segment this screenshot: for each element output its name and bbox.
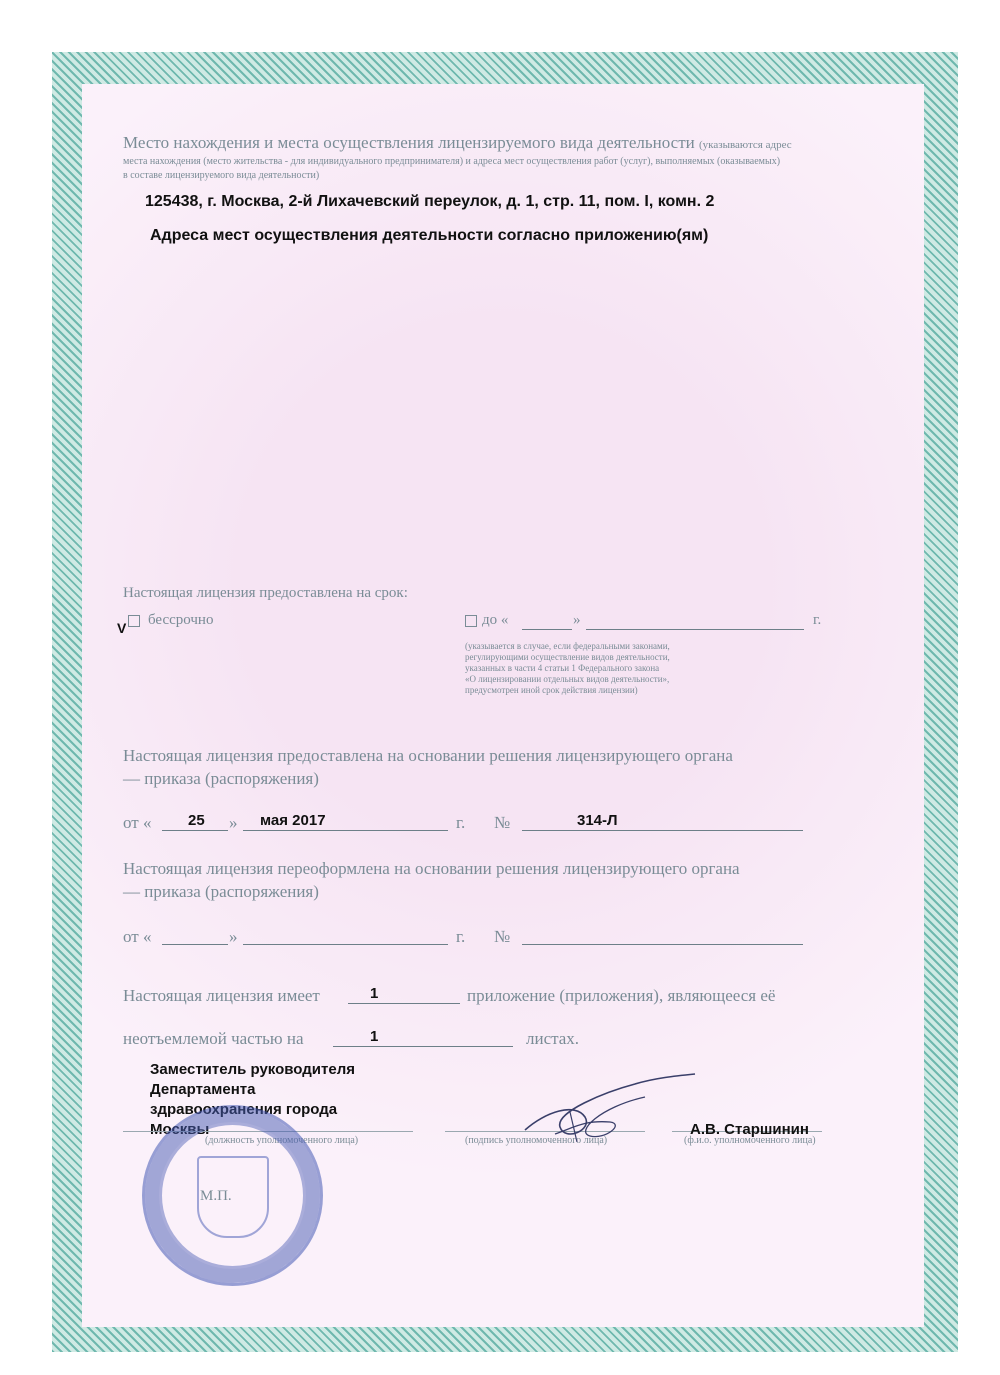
position-caption: (должность уполномоченного лица): [205, 1135, 359, 1146]
granted-month-year-field[interactable]: [243, 830, 448, 831]
indefinite-label: бессрочно: [148, 612, 214, 628]
appendix-text2: приложение (приложения), являющееся её: [467, 986, 776, 1005]
appendix-count-field[interactable]: [348, 1003, 460, 1004]
until-close-quote: »: [573, 612, 581, 628]
granted-line2: — приказа (распоряжения): [123, 769, 319, 788]
granted-day-field[interactable]: [162, 830, 228, 831]
location-note-line3: в составе лицензируемого вида деятельности): [123, 170, 320, 181]
granted-number-label: №: [494, 813, 511, 832]
until-month-year-field[interactable]: [586, 629, 804, 630]
granted-close-quote: »: [229, 813, 238, 832]
reissued-line2: — приказа (распоряжения): [123, 882, 319, 901]
appendix-sheets-field[interactable]: [333, 1046, 513, 1047]
signatory-position: Заместитель руководителя Департамента здравоохранения города Москвы: [150, 1061, 355, 1138]
signature-image: [515, 1072, 705, 1152]
granted-month-year: мая 2017: [260, 812, 326, 829]
reissued-line1: Настоящая лицензия переоформлена на основании решения лицензирующего органа: [123, 859, 740, 878]
appendix-text3: неотъемлемой частью на: [123, 1029, 304, 1048]
reissued-year-suffix: г.: [456, 927, 466, 946]
reissued-from-label: от «: [123, 927, 152, 946]
location-note-line2: места нахождения (место жительства - для индивидуального предпринимателя) и адреса мест осуществления работ (услуг), выполняемых (оказываемых): [123, 156, 781, 167]
reissued-number-field[interactable]: [522, 944, 803, 945]
granted-line1: Настоящая лицензия предоставлена на основании решения лицензирующего органа: [123, 746, 733, 765]
reissued-day-field[interactable]: [162, 944, 228, 945]
until-checkbox[interactable]: [465, 615, 477, 627]
until-label: до «: [482, 612, 509, 628]
addresses-note: Адреса мест осуществления деятельности согласно приложению(ям): [150, 227, 709, 244]
granted-number: 314-Л: [577, 812, 618, 829]
reissued-month-year-field[interactable]: [243, 944, 448, 945]
indefinite-checkmark: V: [117, 620, 127, 636]
location-heading: Место нахождения и места осуществления лицензируемого вида деятельности (указываются адрес: [123, 133, 792, 152]
appendix-text1: Настоящая лицензия имеет: [123, 986, 320, 1005]
granted-number-field[interactable]: [522, 830, 803, 831]
until-note: (указывается в случае, если федеральными законами, регулирующими осуществление видов деятельности, указанных в части 4 статьи 1 Федерального закона «О лицензировании отдельных видов деятельности», предусмотрен иной срок действия лицензии): [465, 641, 670, 695]
appendix-text4: листах.: [526, 1029, 580, 1048]
name-caption: (ф.и.о. уполномоченного лица): [684, 1135, 816, 1146]
until-day-field[interactable]: [522, 629, 572, 630]
official-seal: [142, 1105, 323, 1286]
reissued-number-label: №: [494, 927, 511, 946]
license-address: 125438, г. Москва, 2-й Лихачевский переулок, д. 1, стр. 11, пом. I, комн. 2: [145, 193, 715, 210]
signatory-name: А.В. Старшинин: [690, 1121, 809, 1138]
granted-day: 25: [188, 812, 205, 829]
reissued-close-quote: »: [229, 927, 238, 946]
appendix-count: 1: [370, 985, 379, 1002]
seal-label: М.П.: [200, 1188, 232, 1204]
indefinite-checkbox[interactable]: [128, 615, 140, 627]
granted-from-label: от «: [123, 813, 152, 832]
granted-year-suffix: г.: [456, 813, 466, 832]
appendix-sheets: 1: [370, 1028, 379, 1045]
until-year-suffix: г.: [813, 612, 822, 628]
term-heading: Настоящая лицензия предоставлена на срок:: [123, 585, 408, 601]
signature-caption: (подпись уполномоченного лица): [465, 1135, 608, 1146]
